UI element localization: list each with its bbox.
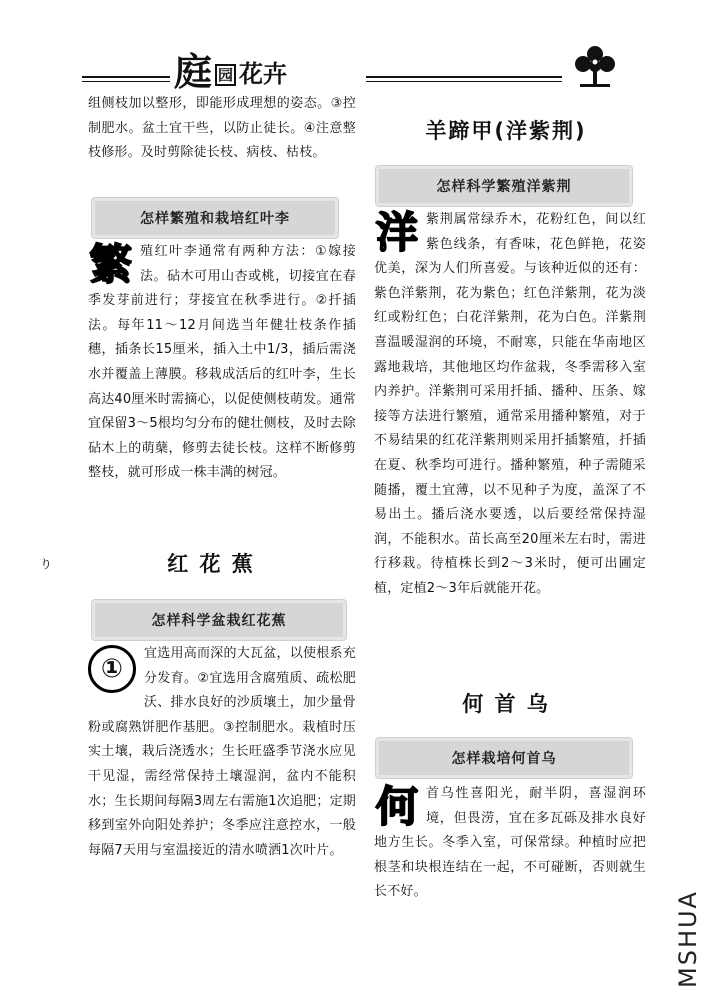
- article-red-banana: [88, 642, 356, 863]
- section-title: [174, 46, 287, 92]
- flower-ornament-icon: [570, 42, 620, 90]
- drop-cap: 洋: [375, 208, 419, 257]
- section-title-small: 花卉: [239, 60, 288, 88]
- plant-title-bauhinia: 羊蹄甲(洋紫荆): [425, 119, 587, 143]
- article-body: 殖红叶李通常有两种方法：①嫁接法。砧木可用山杏或桃，切接宜在春季发芽前进行；芽接宜在秋季进行。②扦插法。每年11～12月间选当年健壮枝条作插穗，插条长15厘米，插入土中1/3，插后需浇水并覆盖上薄膜。移栽成活后的红叶李，生长高达40厘米时需摘心，以促使侧枝萌发。通常宜保留3～5根均匀分布的健壮侧枝，及时去除砧木上的萌蘖，修剪去徒长枝。这样不断修剪整枝，就可形成一株丰满的树冠。: [88, 244, 356, 481]
- section-banner-red-leaf-plum: 怎样繁殖和栽培红叶李: [92, 198, 338, 238]
- page-header: [70, 40, 630, 94]
- header-rule: [366, 76, 562, 78]
- drop-cap-number: ①: [88, 645, 136, 693]
- header-rule: [82, 81, 170, 82]
- plant-title-fleeceflower: 何 首 乌: [462, 692, 550, 716]
- section-banner-fleeceflower: 怎样栽培何首乌: [376, 738, 632, 778]
- article-bauhinia: [374, 208, 646, 602]
- article-fleeceflower: [374, 782, 646, 905]
- intro-paragraph: 组侧枝加以整形，即能形成理想的姿态。③控制肥水。盆土宜干些，以防止徒长。④注意整枝修形。及时剪除徒长枝、病枝、枯枝。: [88, 96, 356, 161]
- section-title-big: 庭: [174, 49, 213, 94]
- watermark: MSHUA: [674, 890, 702, 988]
- section-title-boxed: 园: [215, 64, 236, 86]
- header-rule: [82, 76, 170, 78]
- drop-cap: 何: [375, 782, 419, 831]
- plant-title-red-banana: 红 花 蕉: [167, 552, 255, 576]
- article-red-leaf-plum: [88, 240, 356, 486]
- stray-mark: り: [40, 557, 53, 571]
- drop-cap: 繁: [89, 240, 133, 289]
- article-body: 首乌性喜阳光，耐半阴，喜湿润环境，但畏涝，宜在多瓦砾及排水良好地方生长。冬季入室，可保常绿。种植时应把根茎和块根连结在一起，不可碰断，否则就生长不好。: [374, 786, 646, 900]
- article-body: 宜选用高而深的大瓦盆，以使根系充分发育。②宜选用含腐殖质、疏松肥沃、排水良好的沙质壤土，加少量骨粉或腐熟饼肥作基肥。③控制肥水。栽植时压实土壤，栽后浇透水；生长旺盛季节浇水应见干见湿，需经常保持土壤湿润，盆内不能积水；生长期间每隔3周左右需施1次追肥；定期移到室外向阳处养护；冬季应注意控水，一般每隔7天用与室温接近的清水喷洒1次叶片。: [88, 646, 356, 858]
- article-body: 紫荆属常绿乔木，花粉红色，间以红紫色线条，有香味，花色鲜艳，花姿优美，深为人们所喜爱。与该种近似的还有：紫色洋紫荆，花为紫色；红色洋紫荆，花为淡红或粉红色；白花洋紫荆，花为白色。洋紫荆喜温暖湿润的环境，不耐寒，只能在华南地区露地栽培，其他地区均作盆栽，冬季需移入室内养护。洋紫荆可采用扦插、播种、压条、嫁接等方法进行繁殖，通常采用播种繁殖，对于不易结果的红花洋紫荆则采用扦插繁殖，扦插在夏、秋季均可进行。播种繁殖，种子需随采随播，覆土宜薄，以不见种子为度，盖深了不易出土。播后浇水要透，以后要经常保持湿润，不能积水。苗长高至20厘米左右时，需进行移栽。待植株长到2～3米时，便可出圃定植，定植2～3年后就能开花。: [374, 212, 646, 596]
- section-banner-bauhinia: 怎样科学繁殖洋紫荆: [376, 166, 632, 206]
- section-banner-red-banana: 怎样科学盆栽红花蕉: [92, 600, 346, 640]
- header-rule: [366, 81, 562, 82]
